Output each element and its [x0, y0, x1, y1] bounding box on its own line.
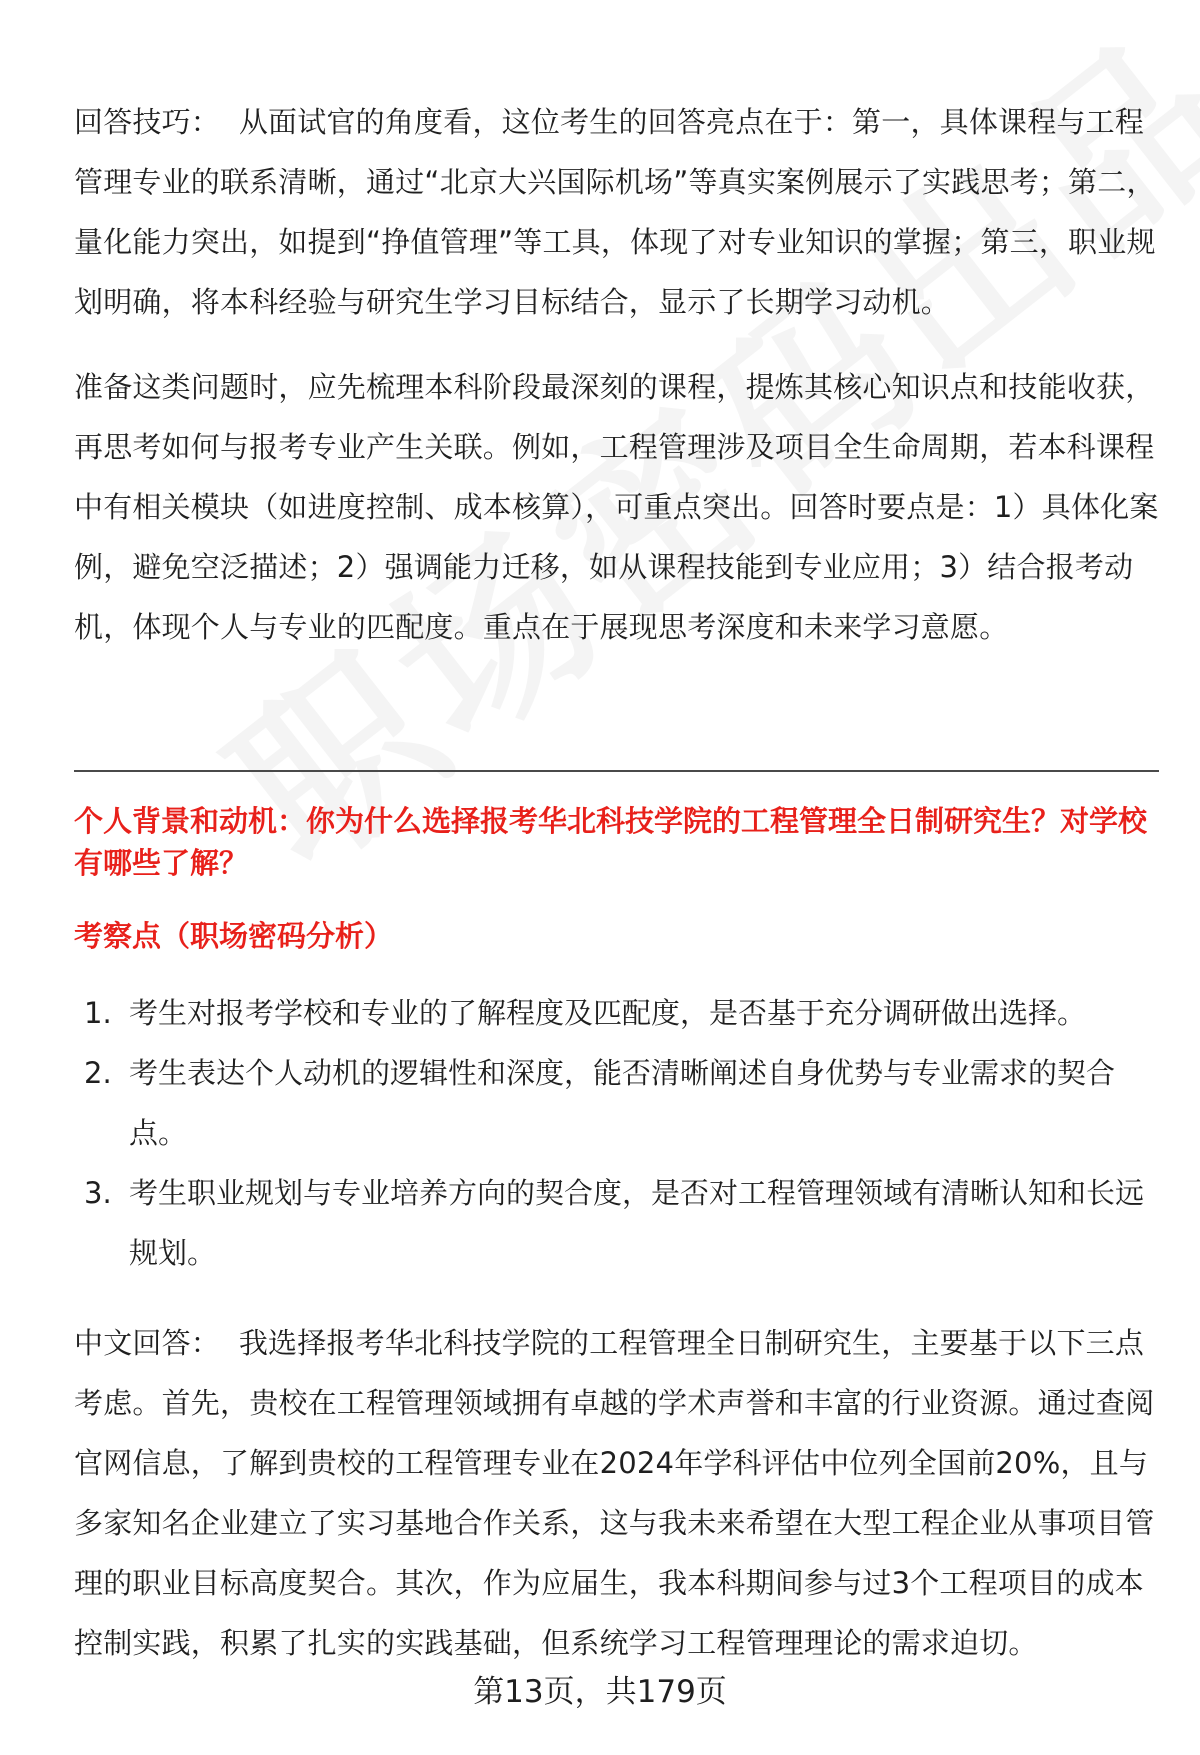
list-item	[84, 983, 1159, 1043]
chinese-answer-label: 中文回答：	[74, 1326, 221, 1360]
preparation-advice-paragraph: 准备这类问题时，应先梳理本科阶段最深刻的课程，提炼其核心知识点和技能收获，再思考如何与报考专业产生关联。例如，工程管理涉及项目全生命周期，若本科课程中有相关模块（如进度控制、成本核算），可重点突出。回答时要点是：1）具体化案例，避免空泛描述；2）强调能力迁移，如从课程技能到专业应用；3）结合报考动机，体现个人与专业的匹配度。重点在于展现思考深度和未来学习意愿。	[74, 370, 1159, 644]
assessment-points-list	[84, 983, 1159, 1283]
answer-tips-label: 回答技巧：	[74, 105, 221, 139]
assessment-points-heading: 考察点（职场密码分析）	[74, 919, 394, 953]
answer-tips-paragraph	[74, 92, 1159, 332]
list-item-number: 2.	[84, 1056, 112, 1090]
list-item-text: 考生对报考学校和专业的了解程度及匹配度，是否基于充分调研做出选择。	[129, 996, 1087, 1030]
list-item-text: 考生表达个人动机的逻辑性和深度，能否清晰阐述自身优势与专业需求的契合点。	[129, 1056, 1116, 1150]
page-content	[74, 92, 1159, 657]
list-item-number: 1.	[84, 996, 112, 1030]
list-item-text: 考生职业规划与专业培养方向的契合度，是否对工程管理领域有清晰认知和长远规划。	[129, 1176, 1145, 1270]
list-item	[84, 1163, 1159, 1283]
chinese-answer-paragraph	[74, 1313, 1159, 1673]
page-number-footer: 第13页，共179页	[473, 1674, 727, 1710]
list-item-number: 3.	[84, 1176, 112, 1210]
list-item	[84, 1043, 1159, 1163]
question-heading: 个人背景和动机：你为什么选择报考华北科技学院的工程管理全日制研究生？对学校有哪些了解？	[74, 804, 1148, 880]
chinese-answer-text: 我选择报考华北科技学院的工程管理全日制研究生，主要基于以下三点考虑。首先，贵校在工程管理领域拥有卓越的学术声誉和丰富的行业资源。通过查阅官网信息，了解到贵校的工程管理专业在2024年学科评估中位列全国前20%，且与多家知名企业建立了实习基地合作关系，这与我未来希望在大型工程企业从事项目管理的职业目标高度契合。其次，作为应届生，我本科期间参与过3个工程项目的成本控制实践，积累了扎实的实践基础，但系统学习工程管理理论的需求迫切。	[74, 1326, 1155, 1660]
section-divider	[74, 770, 1159, 772]
chinese-answer-block	[74, 1313, 1159, 1673]
answer-tips-text: 从面试官的角度看，这位考生的回答亮点在于：第一，具体课程与工程管理专业的联系清晰，通过“北京大兴国际机场”等真实案例展示了实践思考；第二，量化能力突出，如提到“挣值管理”等工具，体现了对专业知识的掌握；第三，职业规划明确，将本科经验与研究生学习目标结合，显示了长期学习动机。	[74, 105, 1156, 319]
